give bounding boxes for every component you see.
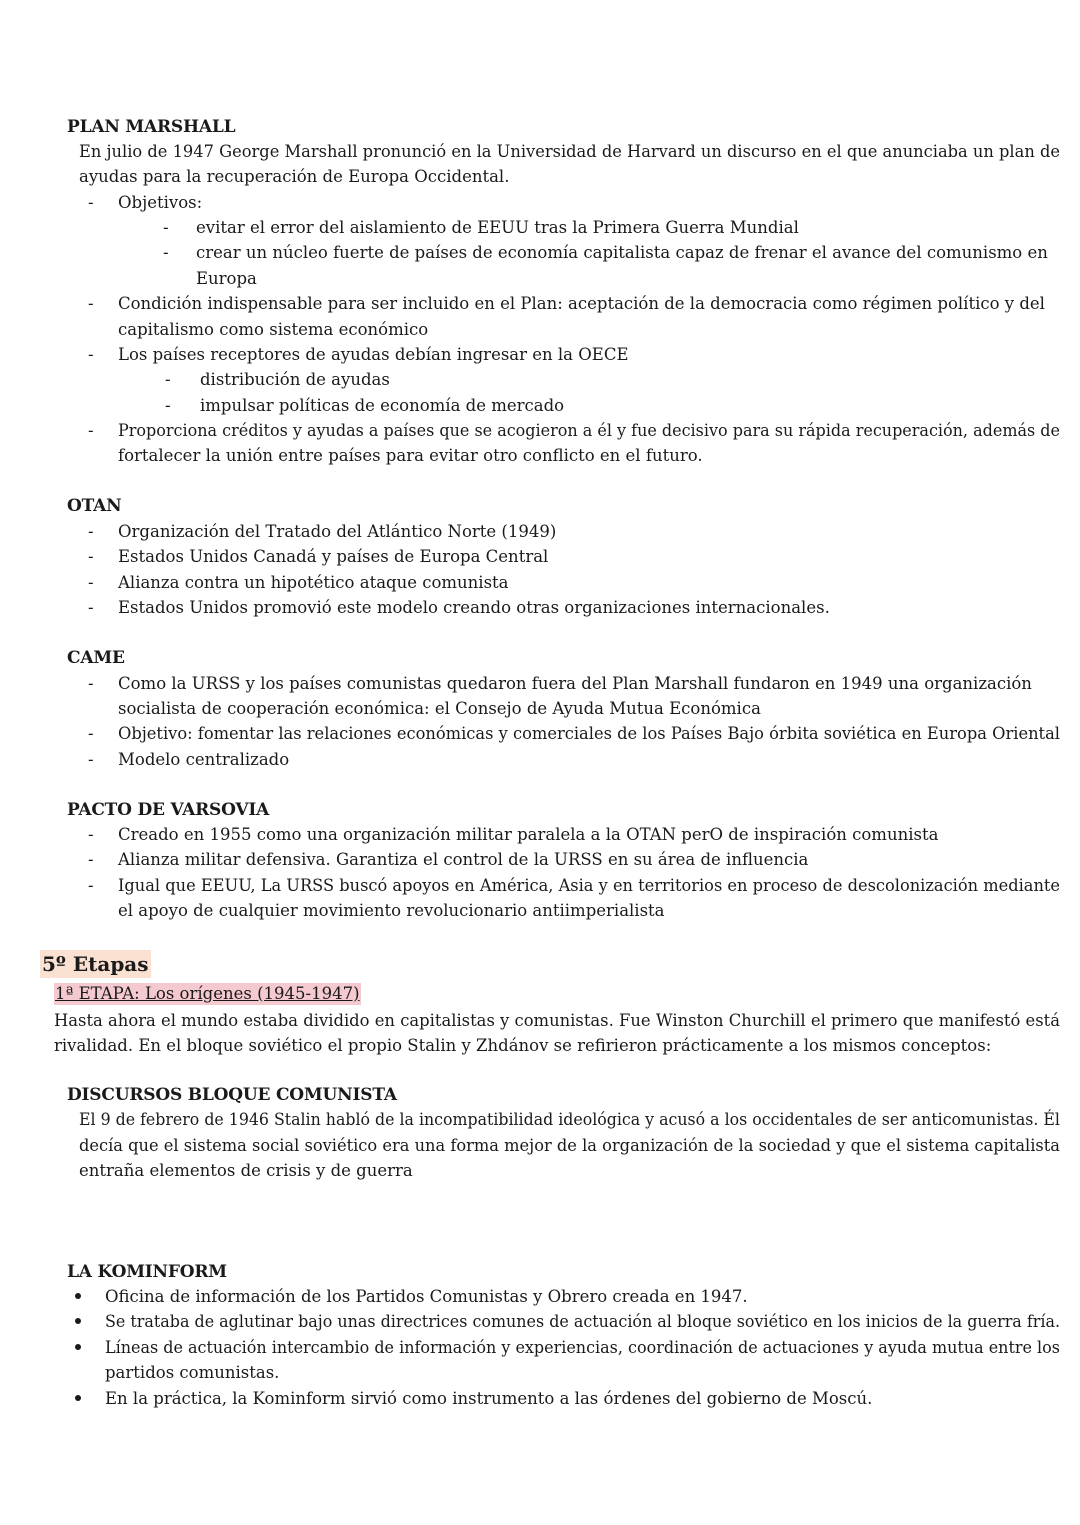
etapas-intro-line1: Hasta ahora el mundo estaba dividido en capitalistas y comunistas. Fue Winston Churchill el primero que manifestó está bbox=[54, 1011, 1061, 1030]
bullet-dot bbox=[75, 1293, 81, 1299]
section-title-etapas: 5º Etapas bbox=[42, 952, 149, 976]
dash-bullet: - bbox=[88, 573, 94, 592]
plan-marshall-prop-line1: Proporciona créditos y ayudas a países que se acogieron a él y fue decisivo para su rápida recuperación, además de bbox=[118, 421, 1061, 440]
dash-bullet: - bbox=[163, 243, 169, 262]
plan-marshall-obj1: evitar el error del aislamiento de EEUU tras la Primera Guerra Mundial bbox=[196, 218, 799, 237]
plan-marshall-cond-line1: Condición indispensable para ser incluido en el Plan: aceptación de la democracia como régimen político y del bbox=[118, 294, 1045, 313]
bullet-dot bbox=[75, 1344, 81, 1350]
plan-marshall-oece1: distribución de ayudas bbox=[200, 370, 390, 389]
discursos-line1: El 9 de febrero de 1946 Stalin habló de la incompatibilidad ideológica y acusó a los occidentales de ser anticomunistas. Él bbox=[79, 1110, 1060, 1129]
section-title-plan-marshall: PLAN MARSHALL bbox=[67, 117, 236, 137]
came-item1-line1: Como la URSS y los países comunistas quedaron fuera del Plan Marshall fundaron en 1949 una organización bbox=[118, 674, 1032, 693]
section-title-otan: OTAN bbox=[67, 496, 122, 516]
dash-bullet: - bbox=[88, 294, 94, 313]
plan-marshall-intro-line1: En julio de 1947 George Marshall pronunció en la Universidad de Harvard un discurso en el que anunciaba un plan de bbox=[79, 142, 1061, 161]
bullet-dot bbox=[75, 1395, 81, 1401]
plan-marshall-obj2-line2: Europa bbox=[196, 269, 257, 288]
otan-item: Alianza contra un hipotético ataque comunista bbox=[118, 573, 509, 592]
dash-bullet: - bbox=[88, 825, 94, 844]
dash-bullet: - bbox=[165, 396, 171, 415]
varsovia-item2: Alianza militar defensiva. Garantiza el control de la URSS en su área de influencia bbox=[118, 850, 809, 869]
dash-bullet: - bbox=[88, 724, 94, 743]
kominform-item2: Se trataba de aglutinar bajo unas directrices comunes de actuación al bloque soviético en los inicios de la guerra fría. bbox=[105, 1312, 1061, 1331]
varsovia-item3-line2: el apoyo de cualquier movimiento revolucionario antiimperialista bbox=[118, 901, 665, 920]
plan-marshall-oece2: impulsar políticas de economía de mercado bbox=[200, 396, 565, 415]
discursos-line3: entraña elementos de crisis y de guerra bbox=[79, 1161, 413, 1180]
section-title-discursos: DISCURSOS BLOQUE COMUNISTA bbox=[67, 1085, 397, 1105]
came-item2: Objetivo: fomentar las relaciones económicas y comerciales de los Países Bajo órbita soviética en Europa Oriental bbox=[118, 724, 1061, 743]
otan-item: Estados Unidos promovió este modelo creando otras organizaciones internacionales. bbox=[118, 598, 830, 617]
dash-bullet: - bbox=[88, 750, 94, 769]
kominform-item1: Oficina de información de los Partidos Comunistas y Obrero creada en 1947. bbox=[105, 1287, 748, 1306]
bullet-dot bbox=[75, 1318, 81, 1324]
etapas-intro-line2: rivalidad. En el bloque soviético el propio Stalin y Zhdánov se refirieron prácticamente a los mismos conceptos: bbox=[54, 1036, 992, 1055]
section-title-came: CAME bbox=[67, 648, 125, 668]
dash-bullet: - bbox=[88, 674, 94, 693]
plan-marshall-oece: Los países receptores de ayudas debían ingresar en la OECE bbox=[118, 345, 629, 364]
dash-bullet: - bbox=[165, 370, 171, 389]
dash-bullet: - bbox=[88, 345, 94, 364]
came-item3: Modelo centralizado bbox=[118, 750, 290, 769]
plan-marshall-objetivos: Objetivos: bbox=[118, 193, 203, 212]
dash-bullet: - bbox=[88, 421, 94, 440]
dash-bullet: - bbox=[88, 547, 94, 566]
plan-marshall-cond-line2: capitalismo como sistema económico bbox=[118, 320, 429, 339]
plan-marshall-intro-line2: ayudas para la recuperación de Europa Occidental. bbox=[79, 167, 510, 186]
dash-bullet: - bbox=[88, 876, 94, 895]
dash-bullet: - bbox=[88, 850, 94, 869]
kominform-item3-line1: Líneas de actuación intercambio de información y experiencias, coordinación de actuaciones y ayuda mutua entre los bbox=[105, 1338, 1060, 1357]
plan-marshall-obj2-line1: crear un núcleo fuerte de países de economía capitalista capaz de frenar el avance del comunismo en bbox=[196, 243, 1048, 262]
section-title-pacto-varsovia: PACTO DE VARSOVIA bbox=[67, 800, 270, 820]
otan-item: Estados Unidos Canadá y países de Europa Central bbox=[118, 547, 549, 566]
varsovia-item1: Creado en 1955 como una organización militar paralela a la OTAN perO de inspiración comunista bbox=[118, 825, 939, 844]
came-item1-line2: socialista de cooperación económica: el Consejo de Ayuda Mutua Económica bbox=[118, 699, 761, 718]
plan-marshall-prop-line2: fortalecer la unión entre países para evitar otro conflicto en el futuro. bbox=[118, 446, 703, 465]
kominform-item4: En la práctica, la Kominform sirvió como instrumento a las órdenes del gobierno de Moscú. bbox=[105, 1389, 873, 1408]
dash-bullet: - bbox=[163, 218, 169, 237]
dash-bullet: - bbox=[88, 193, 94, 212]
otan-item: Organización del Tratado del Atlántico Norte (1949) bbox=[118, 522, 557, 541]
etapa-1-heading: 1ª ETAPA: Los orígenes (1945-1947) bbox=[55, 984, 360, 1003]
dash-bullet: - bbox=[88, 522, 94, 541]
discursos-line2: decía que el sistema social soviético era una forma mejor de la organización de la sociedad y que el sistema capitalista bbox=[79, 1136, 1060, 1155]
section-title-kominform: LA KOMINFORM bbox=[67, 1262, 227, 1282]
varsovia-item3-line1: Igual que EEUU, La URSS buscó apoyos en América, Asia y en territorios en proceso de descolonización mediante bbox=[118, 876, 1061, 895]
kominform-item3-line2: partidos comunistas. bbox=[105, 1363, 280, 1382]
dash-bullet: - bbox=[88, 598, 94, 617]
